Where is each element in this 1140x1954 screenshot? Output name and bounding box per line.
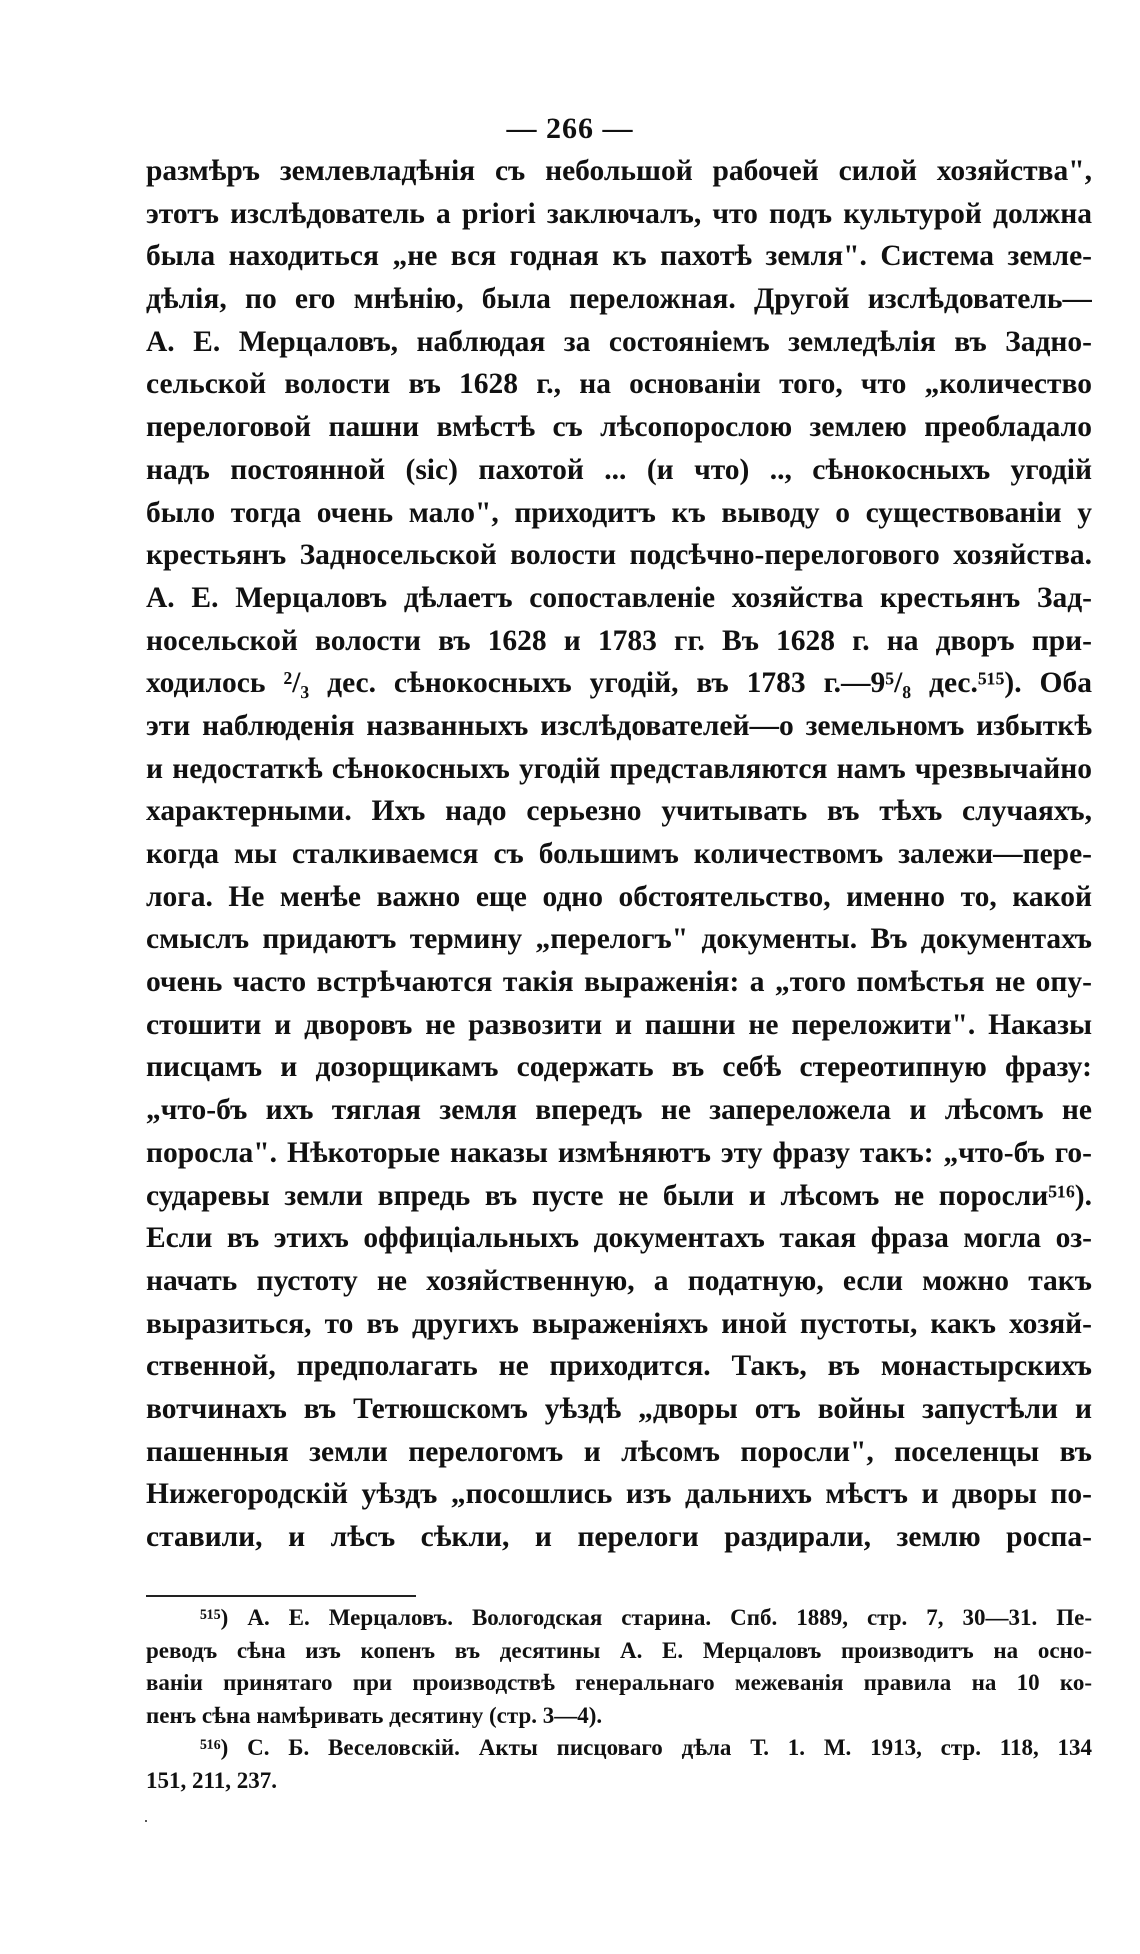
text-line: пашенныя земли перелогомъ и лѣсомъ поросли", поселенцы въ (146, 1435, 1092, 1468)
text-line: ставили, и лѣсъ сѣкли, и перелоги раздирали, землю роспа- (146, 1521, 1092, 1553)
footnote-line: ⁵¹⁵) А. Е. Мерцаловъ. Вологодская старина. Спб. 1889, стр. 7, 30—31. Пе- (200, 1605, 1092, 1630)
text-line: этотъ изслѣдователь a priori заключалъ, что подъ культурой должна (146, 197, 1092, 230)
text-line: А. Е. Мерцаловъ дѣлаетъ сопоставленіе хозяйства крестьянъ Зад- (146, 581, 1092, 614)
text-line: поросла". Нѣкоторые наказы измѣняютъ эту фразу такъ: „что-бъ го- (146, 1136, 1092, 1169)
text-line: дѣлія, по его мнѣнію, была переложная. Другой изслѣдователь— (146, 283, 1092, 316)
text-line: стошити и дворовъ не развозити и пашни не переложити". Наказы (146, 1008, 1092, 1041)
text-line: и недостаткѣ сѣнокосныхъ угодій представляются намъ чрезвычайно (146, 752, 1092, 785)
text-line: смыслъ придаютъ термину „перелогъ" документы. Въ документахъ (146, 923, 1092, 956)
text-line: когда мы сталкиваемся съ большимъ количествомъ залежи—пере- (146, 838, 1092, 870)
text-line: носельской волости въ 1628 и 1783 гг. Въ 1628 г. на дворъ при- (146, 624, 1092, 657)
text-line: Нижегородскій уѣздъ „посошлись изъ дальнихъ мѣстъ и дворы по- (146, 1478, 1092, 1511)
page-number: — 266 — (506, 112, 634, 145)
text-line: Если въ этихъ оффиціальныхъ документахъ такая фраза могла оз- (146, 1222, 1092, 1255)
text-line: была находиться „не вся годная къ пахотѣ земля". Система земле- (146, 240, 1092, 273)
text-line: эти наблюденія названныхъ изслѣдователей—о земельномъ избыткѣ (146, 709, 1092, 742)
text-line: крестьянъ Задносельской волости подсѣчно-перелогового хозяйства. (146, 539, 1092, 572)
text-line: лога. Не менѣе важно еще одно обстоятельство, именно то, какой (146, 880, 1092, 913)
footnote-line: пенъ сѣна намѣривать десятину (стр. 3—4). (146, 1702, 603, 1728)
text-line: размѣръ землевладѣнія съ небольшой рабочей силой хозяйства", (146, 155, 1092, 187)
main-text (146, 150, 1092, 1559)
text-line: очень часто встрѣчаются такія выраженія: а „того помѣстья не опу- (146, 966, 1092, 999)
text-line: характерными. Ихъ надо серьезно учитывать въ тѣхъ случаяхъ, (146, 795, 1092, 828)
footnote-line: реводъ сѣна изъ копенъ въ десятины А. Е. Мерцаловъ производитъ на осно- (146, 1637, 1092, 1663)
text-line: надъ постоянной (sic) пахотой ... (и что) .., сѣнокосныхъ угодій (146, 453, 1092, 486)
text-line: А. Е. Мерцаловъ, наблюдая за состояніемъ земледѣлія въ Задно- (146, 325, 1092, 358)
footnotes (146, 1602, 1092, 1797)
footnote-line: ⁵¹⁶) С. Б. Веселовскій. Акты писцоваго дѣла Т. 1. М. 1913, стр. 118, 134 (200, 1735, 1092, 1760)
print-speck (145, 1820, 147, 1822)
text-line: „что-бъ ихъ тяглая земля впередъ не запереложела и лѣсомъ не (146, 1094, 1092, 1127)
text-line: выразиться, то въ другихъ выраженіяхъ иной пустоты, какъ хозяй- (146, 1307, 1092, 1340)
footnote-line: ваніи принятаго при производствѣ генеральнаго межеванія правила на 10 ко- (146, 1670, 1092, 1695)
text-line: сельской волости въ 1628 г., на основаніи того, что „количество (146, 368, 1092, 401)
text-line: перелоговой пашни вмѣстѣ съ лѣсопорослою землею преобладало (146, 411, 1092, 444)
footnote-line: 151, 211, 237. (146, 1767, 277, 1793)
text-line: начать пустоту не хозяйственную, а податную, если можно такъ (146, 1264, 1092, 1297)
text-line: сударевы земли впредь въ пусте не были и лѣсомъ не поросли⁵¹⁶). (146, 1179, 1092, 1212)
text-line: вотчинахъ въ Тетюшскомъ уѣздѣ „дворы отъ войны запустѣли и (146, 1392, 1092, 1425)
text-line: ходилось ²/₃ дес. сѣнокосныхъ угодій, въ 1783 г.—9⁵/₈ дес.⁵¹⁵). Оба (146, 667, 1092, 700)
text-line: писцамъ и дозорщикамъ содержать въ себѣ стереотипную фразу: (146, 1051, 1092, 1084)
text-line: ственной, предполагать не приходится. Такъ, въ монастырскихъ (146, 1350, 1092, 1383)
text-line: было тогда очень мало", приходитъ къ выводу о существованіи у (146, 496, 1092, 529)
footnote-separator (146, 1595, 416, 1597)
